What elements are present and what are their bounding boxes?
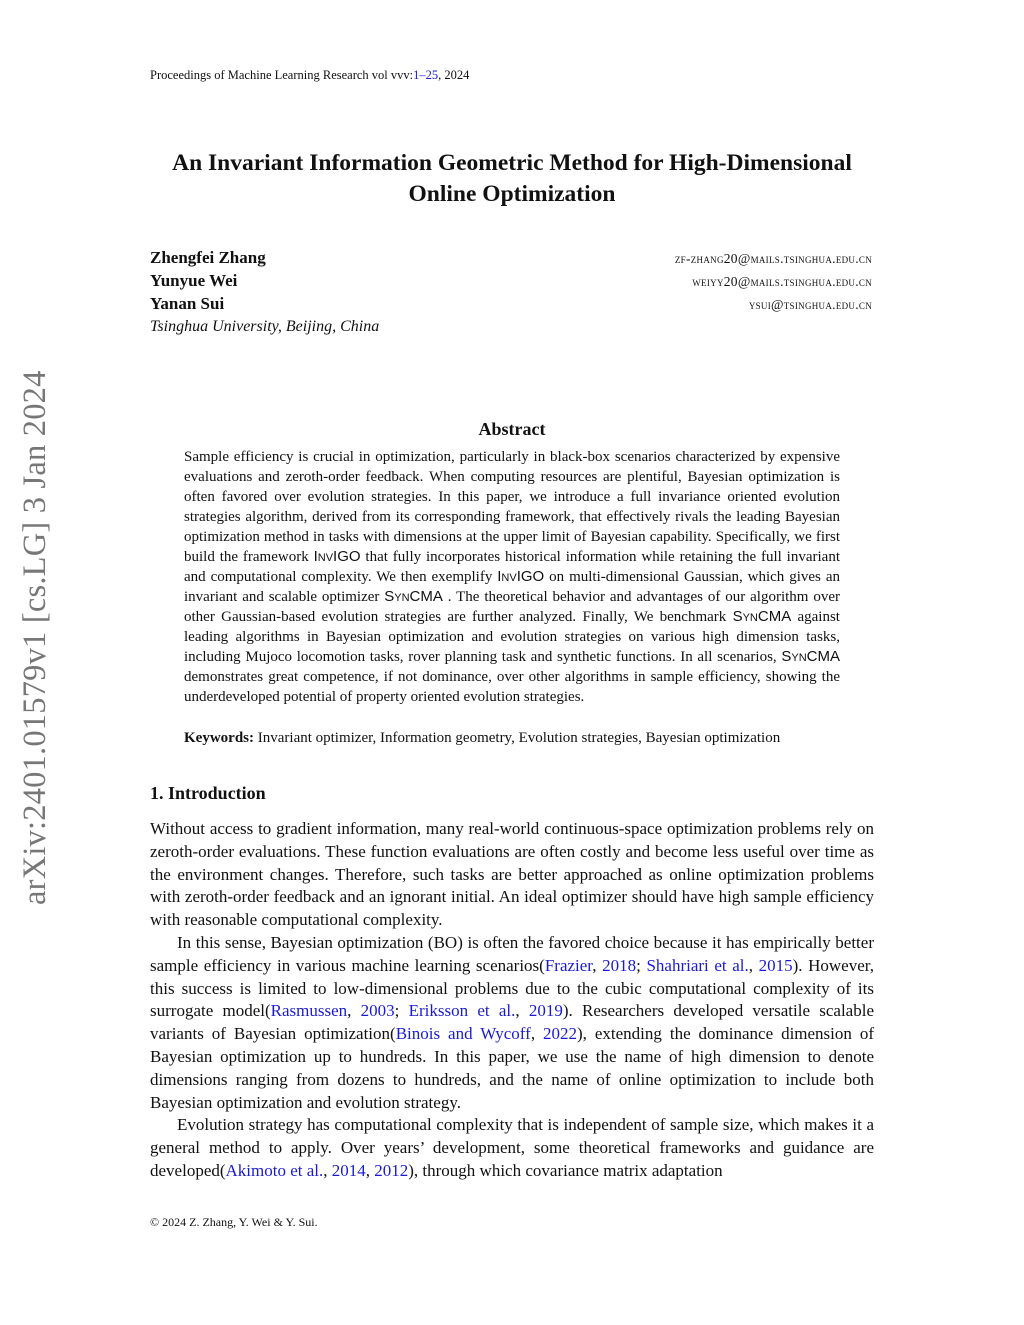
- author-name-1: Zhengfei Zhang: [150, 248, 266, 267]
- method-invigo: InvIGO: [313, 548, 361, 565]
- method-syncma: SynCMA: [384, 588, 443, 605]
- affiliation: Tsinghua University, Beijing, China: [150, 318, 380, 335]
- citation-year-link[interactable]: 2014: [331, 1160, 366, 1180]
- title-line-2: Online Optimization: [408, 181, 616, 207]
- citation-link[interactable]: Shahriari et al.: [646, 955, 749, 975]
- intro-paragraph-2: In this sense, Bayesian optimization (BO) is often the favored choice because it has empirically better sample efficiency in various machine learning scenarios(Frazier, 2018; Shahriari et al., 2015). However, this success is limited to low-dimensional problems due to the cubic computational complexity of its surrogate model(Rasmussen, 2003; Eriksson et al., 2019). Researchers developed versatile scalable variants of Bayesian optimization(Binois and Wycoff, 2022), extending the dominance dimension of Bayesian optimization up to hundreds. In this paper, we use the name of high dimension to denote dimensions ranging from dozens to hundreds, and the name of online optimization to include both Bayesian optimization and evolution strategy.: [150, 932, 875, 1112]
- running-header: [150, 68, 469, 83]
- section-heading-introduction: 1. Introduction: [150, 783, 266, 803]
- citation-year-link[interactable]: 2012: [374, 1160, 409, 1180]
- author-email-1[interactable]: zf-zhang20@mails.tsinghua.edu.cn: [674, 251, 872, 266]
- method-syncma: SynCMA: [732, 608, 792, 625]
- citation-year-link[interactable]: 2003: [360, 1001, 395, 1021]
- abstract-text: that fully incorporates historical information while retaining the full invariant and computational complexity. We then exemplify: [184, 549, 840, 585]
- intro-paragraph-1: Without access to gradient information, many real-world continuous-space optimization problems rely on zeroth-order evaluations. These function evaluations are often costly and become less useful over time as the environment changes. Therefore, such tasks are better approached as online optimization problems with zeroth-order feedback and an ignorant initial. An ideal optimizer should have high sample efficiency with reasonable computational complexity.: [150, 819, 874, 930]
- abstract-text: demonstrates great competence, if not dominance, over other algorithms in sample efficiency, showing the underdeveloped potential of property oriented evolution strategies.: [184, 669, 840, 705]
- citation-year-link[interactable]: 2022: [543, 1024, 578, 1044]
- citation-link[interactable]: Rasmussen: [270, 1001, 348, 1021]
- citation-year-link[interactable]: 2019: [528, 1001, 563, 1021]
- citation-link[interactable]: Frazier: [544, 955, 593, 975]
- paragraph-text: In this sense, Bayesian optimization (BO) is often the favored choice because it has empirically better sample efficiency in various machine learning scenarios(: [150, 932, 874, 975]
- paragraph-text: ). Researchers developed versatile scalable variants of Bayesian optimization(: [150, 1001, 874, 1044]
- arxiv-stamp: arXiv:2401.01579v1 [cs.LG] 3 Jan 2024: [17, 370, 53, 905]
- citation-year-link[interactable]: 2015: [758, 955, 793, 975]
- method-invigo: InvIGO: [497, 568, 545, 585]
- paper-title: [100, 148, 924, 210]
- intro-paragraph-3: Evolution strategy has computational complexity that is independent of sample size, which makes it a general method to apply. Over years’ development, some theoretical frameworks and guidance are developed(Akimoto et al., 2014, 2012), through which covariance matrix adaptation: [150, 1115, 874, 1180]
- author-email-2[interactable]: weiyy20@mails.tsinghua.edu.cn: [692, 274, 872, 289]
- author-email-3[interactable]: ysui@tsinghua.edu.cn: [748, 297, 872, 312]
- paragraph-text: Evolution strategy has computational complexity that is independent of sample size, which makes it a general method to apply. Over years’ development, some theoretical frameworks and guidance are developed(: [150, 1115, 874, 1180]
- introduction-body: [150, 818, 874, 1183]
- keywords-list: Invariant optimizer, Information geometry, Evolution strategies, Bayesian optimization: [254, 730, 781, 746]
- keywords-label: Keywords:: [184, 730, 254, 746]
- citation-link[interactable]: Akimoto et al.: [225, 1160, 324, 1180]
- citation-link[interactable]: Eriksson et al.: [408, 1001, 516, 1021]
- abstract-text: . The theoretical behavior and advantages of our algorithm over other Gaussian-based evolution strategies are further analyzed. Finally, We benchmark: [184, 589, 840, 625]
- author-name-3: Yanan Sui: [150, 294, 225, 313]
- keywords: [184, 730, 864, 747]
- paragraph-text: ), extending the dominance dimension of Bayesian optimization up to hundreds. In this paper, we use the name of high dimension to denote dimensions ranging from dozens to hundreds, and the name of online optimization to include both Bayesian optimization and evolution strategy.: [150, 1024, 875, 1112]
- citation-link[interactable]: Binois and Wycoff: [395, 1024, 531, 1044]
- title-line-1: An Invariant Information Geometric Method for High-Dimensional: [172, 150, 852, 176]
- venue: Proceedings of Machine Learning Research vol vvv:: [150, 68, 414, 82]
- citation-year-link[interactable]: 2018: [602, 955, 637, 975]
- abstract-text: against leading algorithms in Bayesian optimization and evolution strategies on various high dimension tasks, including Mujoco locomotion tasks, rover planning task and synthetic functions. In all scenarios,: [184, 609, 840, 665]
- method-syncma: SynCMA: [781, 648, 840, 665]
- author-name-2: Yunyue Wei: [150, 271, 238, 290]
- abstract-text: Sample efficiency is crucial in optimization, particularly in black-box scenarios characterized by expensive evaluations and zeroth-order feedback. When computing resources are plentiful, Bayesian optimization is often favored over evolution strategies. In this paper, we introduce a full invariance oriented evolution strategies algorithm, derived from its corresponding framework, that effectively rivals the leading Bayesian optimization method in tasks with dimensions at the upper limit of Bayesian capability. Specifically, we first build the framework: [184, 449, 840, 565]
- paragraph-text: ). However, this success is limited to low-dimensional problems due to the cubic computational complexity of its surrogate model(: [150, 955, 874, 1021]
- paragraph-text: ), through which covariance matrix adaptation: [408, 1160, 723, 1180]
- abstract-body: [184, 447, 840, 707]
- year: , 2024: [438, 68, 470, 82]
- abstract-text: on multi-dimensional Gaussian, which gives an invariant and scalable optimizer: [184, 569, 840, 605]
- pages-link[interactable]: 1–25: [413, 68, 439, 82]
- copyright-footer: © 2024 Z. Zhang, Y. Wei & Y. Sui.: [150, 1215, 318, 1229]
- abstract-heading: Abstract: [478, 419, 546, 439]
